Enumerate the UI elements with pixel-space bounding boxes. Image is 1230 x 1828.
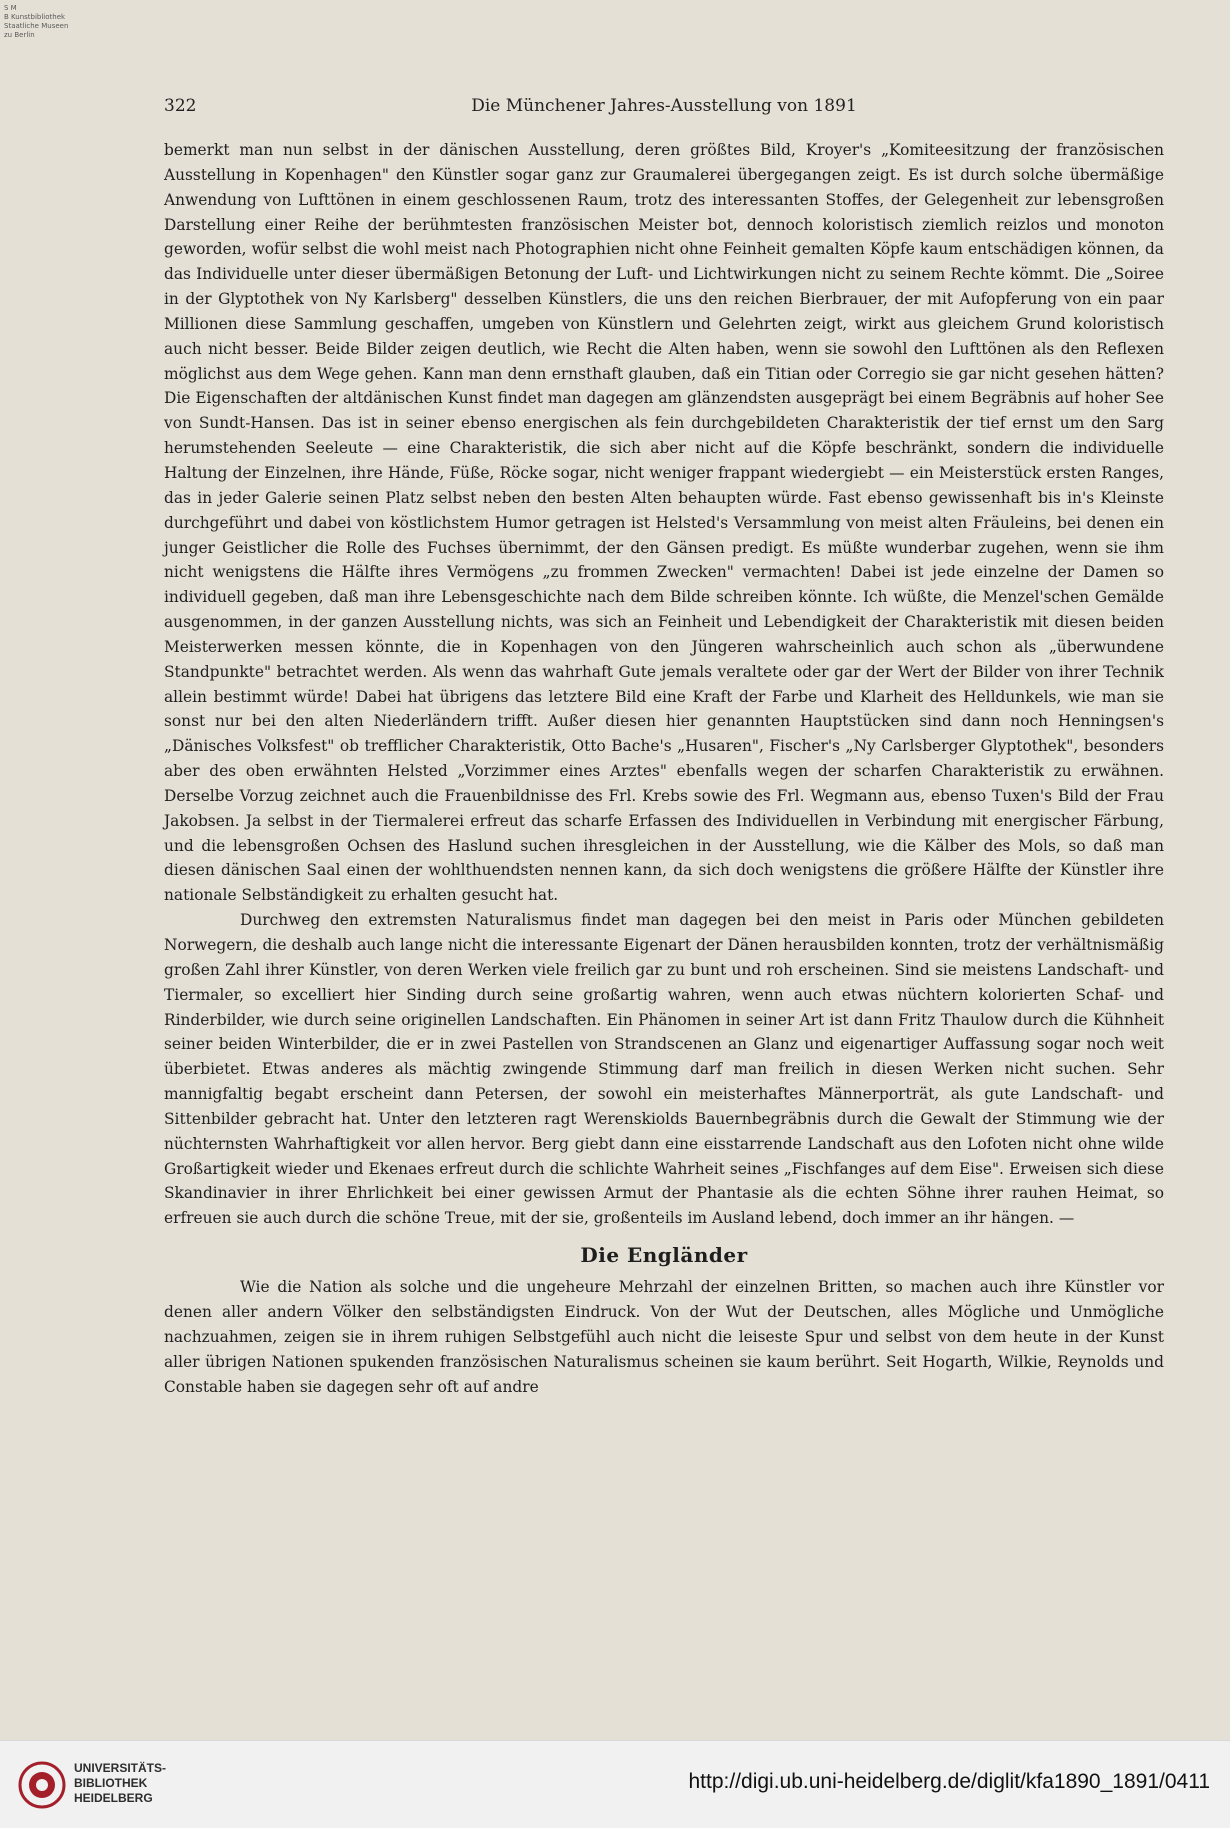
section-heading: Die Engländer (580, 1243, 748, 1268)
institution-line: UNIVERSITÄTS- (74, 1761, 167, 1775)
running-title: Die Münchener Jahres-Ausstellung von 1891 (471, 96, 857, 116)
institution-name (74, 1761, 166, 1806)
digitization-footer (0, 1740, 1230, 1828)
page-number: 322 (164, 96, 197, 116)
paragraph: bemerkt man nun selbst in der dänischen Ausstellung, deren größtes Bild, Kroyer's „Komiteesitzung der französischen Ausstellung in Kopenhagen" den Künstler sogar ganz zur Graumalerei übergegangen zeigt. Es ist durch solche übermäßige Anwendung von Lufttönen in einem geschlossenen Raum, trotz des interessanten Stoffes, der Gelegenheit zur lebensgroßen Darstellung einer Reihe der berühmtesten französischen Meister bot, dennoch koloristisch ziemlich reizlos und monoton geworden, wofür selbst die wohl meist nach Photographien nicht ohne Feinheit gemalten Köpfe kaum entschädigen können, da das Individuelle unter dieser übermäßigen Betonung der Luft- und Lichtwirkungen nicht zu seinem Rechte kömmt. Die „Soiree in der Glyptothek von Ny Karlsberg" desselben Künstlers, die uns den reichen Bierbrauer, der mit Aufopferung von ein paar Millionen diese Sammlung geschaffen, umgeben von Künstlern und Gelehrten zeigt, wirkt aus gleichem Grund koloristisch auch nicht besser. Beide Bilder zeigen deutlich, wie Recht die Alten haben, wenn sie sowohl den Lufttönen als den Reflexen möglichst aus dem Wege gehen. Kann man denn ernsthaft glauben, daß ein Titian oder Corregio sie gar nicht gesehen hätten? Die Eigenschaften der altdänischen Kunst findet man dagegen am glänzendsten ausgeprägt bei einem Begräbnis auf hoher See von Sundt-Hansen. Das ist in seiner ebenso energischen als fein durchgebildeten Charakteristik der tief ernst um den Sarg herumstehenden Seeleute — eine Charakteristik, die sich aber nicht auf die Köpfe beschränkt, sondern die individuelle Haltung der Einzelnen, ihre Hände, Füße, Röcke sogar, nicht weniger frappant wiedergiebt — ein Meisterstück ersten Ranges, das in jeder Galerie seinen Platz selbst neben den besten Alten behaupten würde. Fast ebenso gewissenhaft bis in's Kleinste durchgeführt und dabei von köstlichstem Humor getragen ist Helsted's Versammlung von meist alten Fräuleins, bei denen ein junger Geistlicher die Rolle des Fuchses übernimmt, der den Gänsen predigt. Es müßte wunderbar zugehen, wenn sie ihm nicht wenigstens die Hälfte ihres Vermögens „zu frommen Zwecken" vermachten! Dabei ist jede einzelne der Damen so individuell gegeben, daß man ihre Lebensgeschichte nach dem Bilde schreiben könnte. Ich wüßte, die Menzel'schen Gemälde ausgenommen, in der ganzen Ausstellung nichts, was sich an Feinheit und Lebendigkeit der Charakteristik mit diesen beiden Meisterwerken messen könnte, die in Kopenhagen von den Jüngeren wahrscheinlich auch schon als „überwundene Standpunkte" betrachtet werden. Als wenn das wahrhaft Gute jemals veraltete oder gar der Wert der Bilder von ihrer Technik allein bestimmt würde! Dabei hat übrigens das letztere Bild eine Kraft der Farbe und Klarheit des Helldunkels, wie man sie sonst nur bei den alten Niederländern trifft. Außer diesen hier genannten Hauptstücken sind dann noch Henningsen's „Dänisches Volksfest" ob trefflicher Charakteristik, Otto Bache's „Husaren", Fischer's „Ny Carlsberger Glyptothek", besonders aber des oben erwähnten Helsted „Vorzimmer eines Arztes" ebenfalls wegen der scharfen Charakteristik zu erwähnen. Derselbe Vorzug zeichnet auch die Frauenbildnisse des Frl. Krebs sowie des Frl. Wegmann aus, ebenso Tuxen's Bild der Frau Jakobsen. Ja selbst in der Tiermalerei erfreut das scharfe Erfassen des Individuellen in Verbindung mit energischer Färbung, und die lebensgroßen Ochsen des Haslund suchen ihresgleichen in der Ausstellung, wie die Kälber des Mols, so daß man diesen dänischen Saal einen der wohlthuendsten nennen kann, da sich doch wenigstens die größere Hälfte der Künstler ihre nationale Selbständigkeit zu erhalten gesucht hat. (164, 141, 1164, 905)
stamp-line: S M (4, 4, 17, 12)
library-stamp (4, 4, 84, 40)
university-seal-icon (18, 1761, 66, 1809)
stamp-line: B Kunstbibliothek (4, 13, 66, 21)
stamp-line: zu Berlin (4, 31, 35, 39)
paragraph: Wie die Nation als solche und die ungeheure Mehrzahl der einzelnen Britten, so machen auch ihre Künstler vor denen aller andern Völker den selbständigsten Eindruck. Von der Wut der Deutschen, alles Mögliche und Unmögliche nachzuahmen, zeigen sie in ihrem ruhigen Selbstgefühl auch nicht die leiseste Spur und selbst von dem heute in der Kunst aller übrigen Nationen spukenden französischen Naturalismus scheinen sie kaum berührt. Seit Hogarth, Wilkie, Reynolds und Constable haben sie dagegen sehr oft auf andre (164, 1278, 1164, 1396)
institution-line: BIBLIOTHEK (74, 1776, 148, 1790)
running-head (164, 96, 1164, 120)
article-body (164, 138, 1164, 1399)
paragraph: Durchweg den extremsten Naturalismus findet man dagegen bei den meist in Paris oder München gebildeten Norwegern, die deshalb auch lange nicht die interessante Eigenart der Dänen herausbilden konnten, trotz der verhältnismäßig großen Zahl ihrer Künstler, von deren Werken viele freilich gar zu bunt und roh erscheinen. Sind sie meistens Landschaft- und Tiermaler, so excelliert hier Sinding durch seine großartig wahren, wenn auch etwas nüchtern kolorierten Schaf- und Rinderbilder, wie durch seine originellen Landschaften. Ein Phänomen in seiner Art ist dann Fritz Thaulow durch die Kühnheit seiner beiden Winterbilder, die er in zwei Pastellen von Strandscenen an Glanz und eigenartiger Auffassung sogar noch weit überbietet. Etwas anderes als mächtig zwingende Stimmung darf man freilich in diesen Werken nicht suchen. Sehr mannigfaltig begabt erscheint dann Petersen, der sowohl ein meisterhaftes Männerporträt, als gute Landschaft- und Sittenbilder gebracht hat. Unter den letzteren ragt Werenskiolds Bauernbegräbnis durch die Gewalt der Stimmung wie der nüchternsten Wahrhaftigkeit vor allen hervor. Berg giebt dann eine eisstarrende Landschaft aus den Lofoten nicht ohne wilde Großartigkeit wieder und Ekenaes erfreut durch die schlichte Wahrheit seines „Fischfanges auf dem Eise". Erweisen sich diese Skandinavier in ihrer Ehrlichkeit bei einer gewissen Armut der Phantasie als die echten Söhne ihrer rauhen Heimat, so erfreuen sie auch durch die schöne Treue, mit der sie, großenteils im Ausland lebend, doch immer an ihr hängen. — (164, 911, 1164, 1228)
stamp-line: Staatliche Museen (4, 22, 69, 30)
source-url-link[interactable]: http://digi.ub.uni-heidelberg.de/diglit/kfa1890_1891/0411 (688, 1770, 1210, 1793)
institution-line: HEIDELBERG (74, 1791, 153, 1805)
